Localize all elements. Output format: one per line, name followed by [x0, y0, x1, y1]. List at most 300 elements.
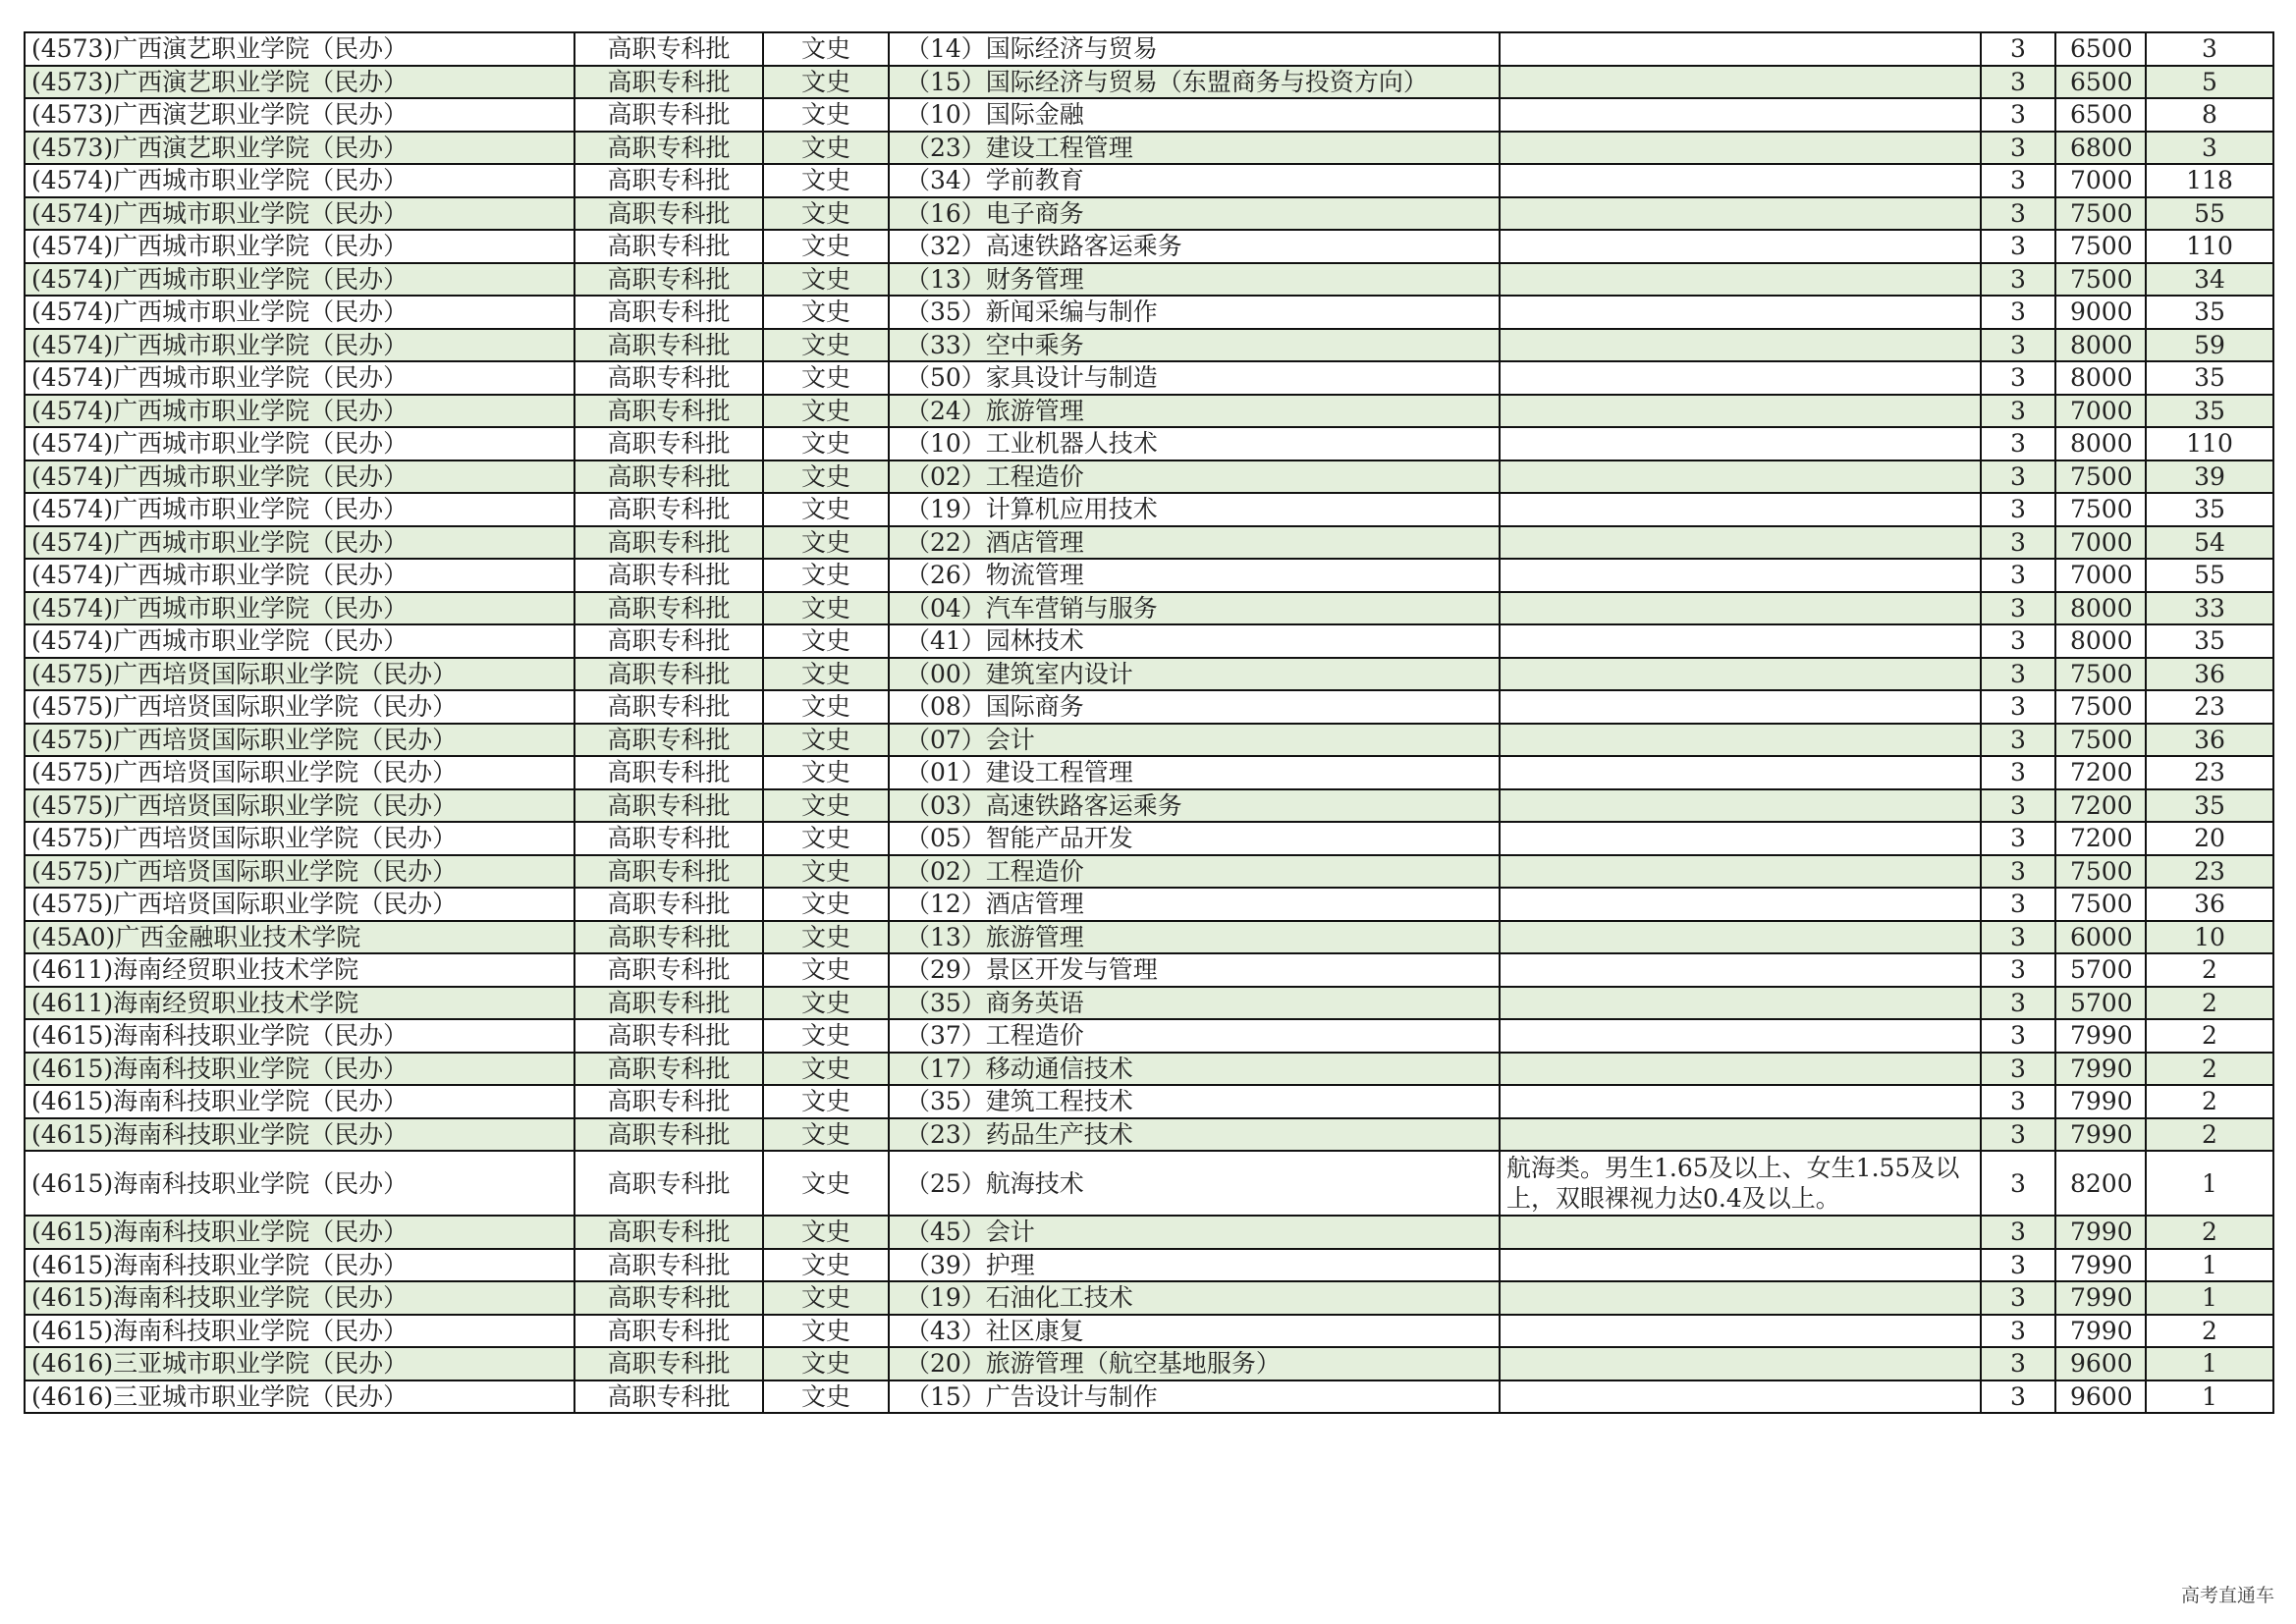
subject-cell: 文史 — [763, 1019, 889, 1053]
major-cell: （25）航海技术 — [889, 1151, 1500, 1216]
years-cell: 3 — [1981, 724, 2055, 757]
plan-count-cell: 23 — [2146, 690, 2273, 724]
years-cell: 3 — [1981, 361, 2055, 395]
table-row — [25, 756, 2273, 789]
note-cell — [1500, 756, 1981, 789]
table-row — [25, 1085, 2273, 1118]
fee-cell: 7000 — [2055, 526, 2146, 560]
batch-cell: 高职专科批 — [574, 953, 763, 987]
fee-cell: 7500 — [2055, 493, 2146, 526]
subject-cell: 文史 — [763, 1151, 889, 1216]
fee-cell: 7500 — [2055, 460, 2146, 494]
years-cell: 3 — [1981, 789, 2055, 823]
note-cell — [1500, 395, 1981, 428]
plan-count-cell: 36 — [2146, 658, 2273, 691]
table-row — [25, 329, 2273, 362]
note-cell — [1500, 987, 1981, 1020]
school-cell: (4574)广西城市职业学院（民办） — [25, 427, 574, 460]
subject-cell: 文史 — [763, 361, 889, 395]
batch-cell: 高职专科批 — [574, 1118, 763, 1152]
major-cell: （26）物流管理 — [889, 559, 1500, 592]
school-cell: (4574)广西城市职业学院（民办） — [25, 526, 574, 560]
note-cell — [1500, 164, 1981, 197]
school-cell: (4575)广西培贤国际职业学院（民办） — [25, 724, 574, 757]
subject-cell: 文史 — [763, 395, 889, 428]
major-cell: （35）新闻采编与制作 — [889, 296, 1500, 329]
plan-count-cell: 54 — [2146, 526, 2273, 560]
major-cell: （07）会计 — [889, 724, 1500, 757]
school-cell: (4615)海南科技职业学院（民办） — [25, 1281, 574, 1315]
note-cell — [1500, 361, 1981, 395]
years-cell: 3 — [1981, 197, 2055, 231]
subject-cell: 文史 — [763, 493, 889, 526]
batch-cell: 高职专科批 — [574, 66, 763, 99]
major-cell: （19）计算机应用技术 — [889, 493, 1500, 526]
plan-count-cell: 1 — [2146, 1347, 2273, 1380]
subject-cell: 文史 — [763, 164, 889, 197]
fee-cell: 7500 — [2055, 658, 2146, 691]
batch-cell: 高职专科批 — [574, 592, 763, 625]
years-cell: 3 — [1981, 1380, 2055, 1414]
note-cell — [1500, 921, 1981, 954]
note-cell — [1500, 98, 1981, 132]
fee-cell: 7990 — [2055, 1216, 2146, 1249]
major-cell: （15）广告设计与制作 — [889, 1380, 1500, 1414]
note-cell — [1500, 32, 1981, 66]
note-cell — [1500, 1380, 1981, 1414]
fee-cell: 8000 — [2055, 361, 2146, 395]
batch-cell: 高职专科批 — [574, 493, 763, 526]
years-cell: 3 — [1981, 1281, 2055, 1315]
plan-count-cell: 39 — [2146, 460, 2273, 494]
note-cell — [1500, 1216, 1981, 1249]
table-row — [25, 164, 2273, 197]
watermark-text: 高考直通车 — [2180, 1585, 2274, 1606]
years-cell: 3 — [1981, 756, 2055, 789]
subject-cell: 文史 — [763, 263, 889, 297]
school-cell: (4574)广西城市职业学院（民办） — [25, 296, 574, 329]
note-cell — [1500, 1315, 1981, 1348]
years-cell: 3 — [1981, 1085, 2055, 1118]
major-cell: （08）国际商务 — [889, 690, 1500, 724]
years-cell: 3 — [1981, 1151, 2055, 1216]
major-cell: （05）智能产品开发 — [889, 822, 1500, 855]
years-cell: 3 — [1981, 888, 2055, 921]
years-cell: 3 — [1981, 658, 2055, 691]
table-row — [25, 953, 2273, 987]
subject-cell: 文史 — [763, 987, 889, 1020]
plan-count-cell: 2 — [2146, 1019, 2273, 1053]
fee-cell: 9600 — [2055, 1380, 2146, 1414]
years-cell: 3 — [1981, 953, 2055, 987]
table-row — [25, 921, 2273, 954]
school-cell: (4574)广西城市职业学院（民办） — [25, 230, 574, 263]
table-row — [25, 658, 2273, 691]
school-cell: (4575)广西培贤国际职业学院（民办） — [25, 789, 574, 823]
table-row — [25, 888, 2273, 921]
table-row — [25, 132, 2273, 165]
batch-cell: 高职专科批 — [574, 329, 763, 362]
note-cell — [1500, 624, 1981, 658]
batch-cell: 高职专科批 — [574, 624, 763, 658]
batch-cell: 高职专科批 — [574, 1315, 763, 1348]
school-cell: (4574)广西城市职业学院（民办） — [25, 164, 574, 197]
plan-count-cell: 35 — [2146, 361, 2273, 395]
batch-cell: 高职专科批 — [574, 690, 763, 724]
table-row — [25, 197, 2273, 231]
school-cell: (4615)海南科技职业学院（民办） — [25, 1118, 574, 1152]
plan-count-cell: 55 — [2146, 197, 2273, 231]
school-cell: (4573)广西演艺职业学院（民办） — [25, 98, 574, 132]
batch-cell: 高职专科批 — [574, 164, 763, 197]
fee-cell: 7990 — [2055, 1118, 2146, 1152]
table-row — [25, 1249, 2273, 1282]
batch-cell: 高职专科批 — [574, 1216, 763, 1249]
subject-cell: 文史 — [763, 724, 889, 757]
table-row — [25, 789, 2273, 823]
note-cell — [1500, 1019, 1981, 1053]
table-row — [25, 1347, 2273, 1380]
subject-cell: 文史 — [763, 624, 889, 658]
plan-count-cell: 1 — [2146, 1151, 2273, 1216]
note-cell — [1500, 789, 1981, 823]
batch-cell: 高职专科批 — [574, 32, 763, 66]
school-cell: (4615)海南科技职业学院（民办） — [25, 1085, 574, 1118]
note-cell — [1500, 822, 1981, 855]
table-row — [25, 263, 2273, 297]
major-cell: （12）酒店管理 — [889, 888, 1500, 921]
table-row — [25, 987, 2273, 1020]
major-cell: （22）酒店管理 — [889, 526, 1500, 560]
subject-cell: 文史 — [763, 789, 889, 823]
note-cell — [1500, 66, 1981, 99]
table-row — [25, 1281, 2273, 1315]
note-cell — [1500, 296, 1981, 329]
plan-count-cell: 8 — [2146, 98, 2273, 132]
years-cell: 3 — [1981, 164, 2055, 197]
fee-cell: 7000 — [2055, 395, 2146, 428]
note-cell — [1500, 1085, 1981, 1118]
school-cell: (4575)广西培贤国际职业学院（民办） — [25, 855, 574, 889]
fee-cell: 8000 — [2055, 329, 2146, 362]
table-row — [25, 1019, 2273, 1053]
batch-cell: 高职专科批 — [574, 756, 763, 789]
batch-cell: 高职专科批 — [574, 427, 763, 460]
subject-cell: 文史 — [763, 66, 889, 99]
plan-count-cell: 2 — [2146, 987, 2273, 1020]
school-cell: (4611)海南经贸职业技术学院 — [25, 987, 574, 1020]
batch-cell: 高职专科批 — [574, 822, 763, 855]
major-cell: （43）社区康复 — [889, 1315, 1500, 1348]
note-cell — [1500, 724, 1981, 757]
fee-cell: 7500 — [2055, 724, 2146, 757]
fee-cell: 5700 — [2055, 987, 2146, 1020]
major-cell: （32）高速铁路客运乘务 — [889, 230, 1500, 263]
plan-count-cell: 3 — [2146, 32, 2273, 66]
table-row — [25, 724, 2273, 757]
fee-cell: 6000 — [2055, 921, 2146, 954]
note-cell — [1500, 493, 1981, 526]
note-cell — [1500, 1249, 1981, 1282]
subject-cell: 文史 — [763, 559, 889, 592]
subject-cell: 文史 — [763, 1053, 889, 1086]
years-cell: 3 — [1981, 1053, 2055, 1086]
major-cell: （45）会计 — [889, 1216, 1500, 1249]
plan-count-cell: 110 — [2146, 230, 2273, 263]
major-cell: （16）电子商务 — [889, 197, 1500, 231]
school-cell: (4574)广西城市职业学院（民办） — [25, 329, 574, 362]
major-cell: （19）石油化工技术 — [889, 1281, 1500, 1315]
fee-cell: 7500 — [2055, 855, 2146, 889]
years-cell: 3 — [1981, 32, 2055, 66]
batch-cell: 高职专科批 — [574, 1019, 763, 1053]
subject-cell: 文史 — [763, 822, 889, 855]
fee-cell: 7990 — [2055, 1249, 2146, 1282]
table-row — [25, 855, 2273, 889]
plan-count-cell: 1 — [2146, 1380, 2273, 1414]
batch-cell: 高职专科批 — [574, 98, 763, 132]
major-cell: （15）国际经济与贸易（东盟商务与投资方向） — [889, 66, 1500, 99]
batch-cell: 高职专科批 — [574, 1380, 763, 1414]
major-cell: （14）国际经济与贸易 — [889, 32, 1500, 66]
school-cell: (4574)广西城市职业学院（民办） — [25, 624, 574, 658]
major-cell: （24）旅游管理 — [889, 395, 1500, 428]
subject-cell: 文史 — [763, 427, 889, 460]
plan-count-cell: 10 — [2146, 921, 2273, 954]
batch-cell: 高职专科批 — [574, 132, 763, 165]
major-cell: （23）建设工程管理 — [889, 132, 1500, 165]
batch-cell: 高职专科批 — [574, 658, 763, 691]
major-cell: （10）国际金融 — [889, 98, 1500, 132]
table-row — [25, 1380, 2273, 1414]
table-row — [25, 1118, 2273, 1152]
batch-cell: 高职专科批 — [574, 361, 763, 395]
major-cell: （02）工程造价 — [889, 855, 1500, 889]
years-cell: 3 — [1981, 66, 2055, 99]
subject-cell: 文史 — [763, 32, 889, 66]
subject-cell: 文史 — [763, 329, 889, 362]
years-cell: 3 — [1981, 921, 2055, 954]
subject-cell: 文史 — [763, 756, 889, 789]
years-cell: 3 — [1981, 132, 2055, 165]
fee-cell: 9600 — [2055, 1347, 2146, 1380]
note-cell — [1500, 1053, 1981, 1086]
note-cell — [1500, 855, 1981, 889]
batch-cell: 高职专科批 — [574, 1249, 763, 1282]
batch-cell: 高职专科批 — [574, 789, 763, 823]
table-row — [25, 1151, 2273, 1216]
subject-cell: 文史 — [763, 1281, 889, 1315]
plan-count-cell: 35 — [2146, 624, 2273, 658]
plan-count-cell: 5 — [2146, 66, 2273, 99]
major-cell: （50）家具设计与制造 — [889, 361, 1500, 395]
table-row — [25, 361, 2273, 395]
table-row — [25, 1053, 2273, 1086]
note-cell — [1500, 559, 1981, 592]
plan-count-cell: 118 — [2146, 164, 2273, 197]
admission-plan-table — [24, 31, 2274, 1414]
years-cell: 3 — [1981, 987, 2055, 1020]
fee-cell: 7200 — [2055, 789, 2146, 823]
fee-cell: 7990 — [2055, 1019, 2146, 1053]
years-cell: 3 — [1981, 296, 2055, 329]
note-cell — [1500, 658, 1981, 691]
subject-cell: 文史 — [763, 98, 889, 132]
major-cell: （04）汽车营销与服务 — [889, 592, 1500, 625]
years-cell: 3 — [1981, 1019, 2055, 1053]
table-row — [25, 395, 2273, 428]
table-row — [25, 559, 2273, 592]
years-cell: 3 — [1981, 263, 2055, 297]
school-cell: (4573)广西演艺职业学院（民办） — [25, 132, 574, 165]
plan-count-cell: 35 — [2146, 789, 2273, 823]
note-cell — [1500, 132, 1981, 165]
major-cell: （00）建筑室内设计 — [889, 658, 1500, 691]
years-cell: 3 — [1981, 427, 2055, 460]
subject-cell: 文史 — [763, 888, 889, 921]
subject-cell: 文史 — [763, 1380, 889, 1414]
batch-cell: 高职专科批 — [574, 1053, 763, 1086]
fee-cell: 9000 — [2055, 296, 2146, 329]
plan-count-cell: 2 — [2146, 953, 2273, 987]
note-cell — [1500, 690, 1981, 724]
major-cell: （10）工业机器人技术 — [889, 427, 1500, 460]
plan-count-cell: 2 — [2146, 1053, 2273, 1086]
years-cell: 3 — [1981, 1315, 2055, 1348]
plan-count-cell: 33 — [2146, 592, 2273, 625]
school-cell: (4575)广西培贤国际职业学院（民办） — [25, 690, 574, 724]
plan-count-cell: 2 — [2146, 1216, 2273, 1249]
plan-count-cell: 35 — [2146, 296, 2273, 329]
subject-cell: 文史 — [763, 592, 889, 625]
major-cell: （13）财务管理 — [889, 263, 1500, 297]
subject-cell: 文史 — [763, 132, 889, 165]
years-cell: 3 — [1981, 822, 2055, 855]
subject-cell: 文史 — [763, 953, 889, 987]
note-cell — [1500, 953, 1981, 987]
batch-cell: 高职专科批 — [574, 724, 763, 757]
fee-cell: 7990 — [2055, 1281, 2146, 1315]
subject-cell: 文史 — [763, 230, 889, 263]
table-row — [25, 98, 2273, 132]
school-cell: (4615)海南科技职业学院（民办） — [25, 1315, 574, 1348]
school-cell: (4615)海南科技职业学院（民办） — [25, 1216, 574, 1249]
major-cell: （13）旅游管理 — [889, 921, 1500, 954]
fee-cell: 7200 — [2055, 756, 2146, 789]
plan-count-cell: 2 — [2146, 1118, 2273, 1152]
fee-cell: 6500 — [2055, 98, 2146, 132]
school-cell: (4616)三亚城市职业学院（民办） — [25, 1380, 574, 1414]
school-cell: (4575)广西培贤国际职业学院（民办） — [25, 888, 574, 921]
school-cell: (4615)海南科技职业学院（民办） — [25, 1249, 574, 1282]
batch-cell: 高职专科批 — [574, 559, 763, 592]
plan-count-cell: 3 — [2146, 132, 2273, 165]
table-row — [25, 460, 2273, 494]
fee-cell: 6500 — [2055, 32, 2146, 66]
school-cell: (4611)海南经贸职业技术学院 — [25, 953, 574, 987]
batch-cell: 高职专科批 — [574, 888, 763, 921]
fee-cell: 7500 — [2055, 888, 2146, 921]
table-row — [25, 1216, 2273, 1249]
batch-cell: 高职专科批 — [574, 263, 763, 297]
batch-cell: 高职专科批 — [574, 855, 763, 889]
school-cell: (4615)海南科技职业学院（民办） — [25, 1151, 574, 1216]
fee-cell: 7990 — [2055, 1085, 2146, 1118]
years-cell: 3 — [1981, 690, 2055, 724]
years-cell: 3 — [1981, 1118, 2055, 1152]
fee-cell: 7000 — [2055, 164, 2146, 197]
table-row — [25, 690, 2273, 724]
table-row — [25, 66, 2273, 99]
major-cell: （29）景区开发与管理 — [889, 953, 1500, 987]
major-cell: （39）护理 — [889, 1249, 1500, 1282]
years-cell: 3 — [1981, 329, 2055, 362]
major-cell: （02）工程造价 — [889, 460, 1500, 494]
years-cell: 3 — [1981, 460, 2055, 494]
school-cell: (45A0)广西金融职业技术学院 — [25, 921, 574, 954]
years-cell: 3 — [1981, 592, 2055, 625]
school-cell: (4575)广西培贤国际职业学院（民办） — [25, 756, 574, 789]
plan-count-cell: 36 — [2146, 888, 2273, 921]
batch-cell: 高职专科批 — [574, 987, 763, 1020]
plan-count-cell: 2 — [2146, 1085, 2273, 1118]
table-row — [25, 230, 2273, 263]
years-cell: 3 — [1981, 98, 2055, 132]
subject-cell: 文史 — [763, 1315, 889, 1348]
school-cell: (4574)广西城市职业学院（民办） — [25, 559, 574, 592]
years-cell: 3 — [1981, 855, 2055, 889]
plan-count-cell: 110 — [2146, 427, 2273, 460]
major-cell: （03）高速铁路客运乘务 — [889, 789, 1500, 823]
subject-cell: 文史 — [763, 1249, 889, 1282]
fee-cell: 7500 — [2055, 230, 2146, 263]
plan-count-cell: 35 — [2146, 493, 2273, 526]
plan-count-cell: 1 — [2146, 1281, 2273, 1315]
batch-cell: 高职专科批 — [574, 197, 763, 231]
school-cell: (4574)广西城市职业学院（民办） — [25, 493, 574, 526]
major-cell: （01）建设工程管理 — [889, 756, 1500, 789]
fee-cell: 7500 — [2055, 197, 2146, 231]
table-row — [25, 822, 2273, 855]
table-row — [25, 624, 2273, 658]
note-cell — [1500, 526, 1981, 560]
plan-count-cell: 20 — [2146, 822, 2273, 855]
school-cell: (4616)三亚城市职业学院（民办） — [25, 1347, 574, 1380]
years-cell: 3 — [1981, 1347, 2055, 1380]
school-cell: (4574)广西城市职业学院（民办） — [25, 395, 574, 428]
batch-cell: 高职专科批 — [574, 1281, 763, 1315]
major-cell: （37）工程造价 — [889, 1019, 1500, 1053]
fee-cell: 7990 — [2055, 1053, 2146, 1086]
plan-count-cell: 34 — [2146, 263, 2273, 297]
years-cell: 3 — [1981, 395, 2055, 428]
plan-count-cell: 23 — [2146, 855, 2273, 889]
school-cell: (4575)广西培贤国际职业学院（民办） — [25, 658, 574, 691]
years-cell: 3 — [1981, 559, 2055, 592]
note-cell: 航海类。男生1.65及以上、女生1.55及以上，双眼裸视力达0.4及以上。 — [1500, 1151, 1981, 1216]
subject-cell: 文史 — [763, 296, 889, 329]
table-row — [25, 32, 2273, 66]
note-cell — [1500, 460, 1981, 494]
years-cell: 3 — [1981, 1249, 2055, 1282]
subject-cell: 文史 — [763, 855, 889, 889]
table-row — [25, 526, 2273, 560]
batch-cell: 高职专科批 — [574, 395, 763, 428]
fee-cell: 7500 — [2055, 690, 2146, 724]
subject-cell: 文史 — [763, 526, 889, 560]
plan-count-cell: 1 — [2146, 1249, 2273, 1282]
subject-cell: 文史 — [763, 1216, 889, 1249]
